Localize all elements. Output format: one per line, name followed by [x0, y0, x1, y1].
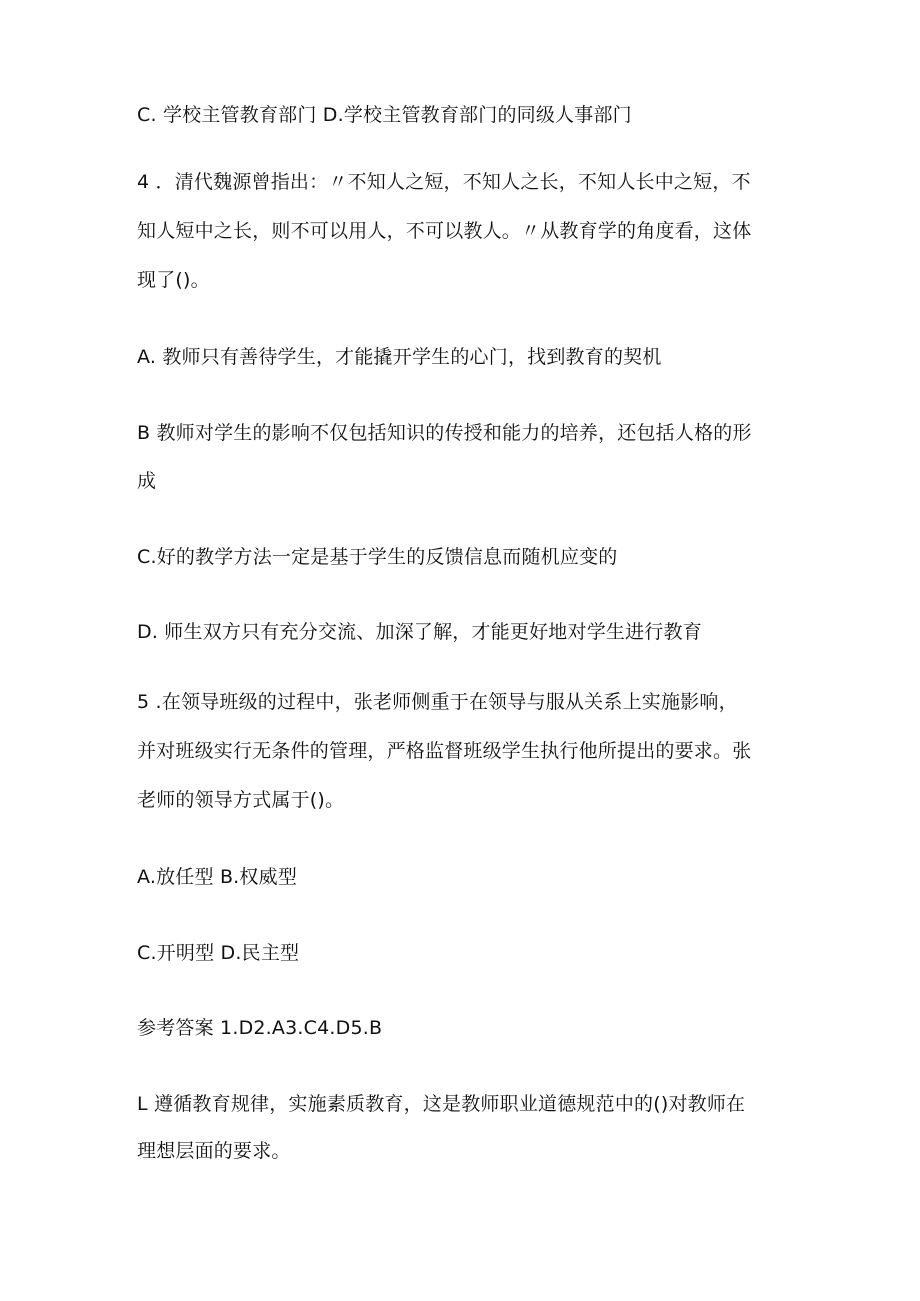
q5-option-cd: C.开明型 D.民主型: [137, 942, 300, 964]
q3-option-cd: C. 学校主管教育部门 D.学校主管教育部门的同级人事部门: [137, 104, 632, 126]
q4-option-b-line-1: B 教师对学生的影响不仅包括知识的传授和能力的培养，还包括人格的形: [137, 422, 752, 444]
q4-option-a: A. 教师只有善待学生，才能撬开学生的心门，找到教育的契机: [137, 346, 662, 368]
q4-stem-line-1: 4 ．清代魏源曾指出：〃不知人之短，不知人之长，不知人长中之短，不: [137, 171, 751, 193]
next-question-line-1: L 遵循教育规律，实施素质教育，这是教师职业道德规范中的()对教师在: [137, 1093, 746, 1115]
answer-key: 参考答案 1.D2.A3.C4.D5.B: [137, 1017, 383, 1039]
q4-stem-line-3: 现了()。: [137, 269, 210, 291]
q4-option-c: C.好的教学方法一定是基于学生的反馈信息而随机应变的: [137, 546, 618, 568]
q4-option-b-line-2: 成: [137, 470, 157, 492]
q5-stem-line-1: 5 .在领导班级的过程中，张老师侧重于在领导与服从关系上实施影响，: [137, 691, 738, 713]
q4-stem-line-2: 知人短中之长，则不可以用人，不可以教人。〃从教育学的角度看，这体: [137, 220, 752, 242]
next-question-line-2: 理想层面的要求。: [137, 1140, 291, 1162]
q5-stem-line-2: 并对班级实行无条件的管理，严格监督班级学生执行他所提出的要求。张: [137, 740, 752, 762]
q4-option-d: D. 师生双方只有充分交流、加深了解，才能更好地对学生进行教育: [137, 621, 702, 643]
q5-option-ab: A.放任型 B.权威型: [137, 866, 298, 888]
q5-stem-line-3: 老师的领导方式属于()。: [137, 789, 345, 811]
